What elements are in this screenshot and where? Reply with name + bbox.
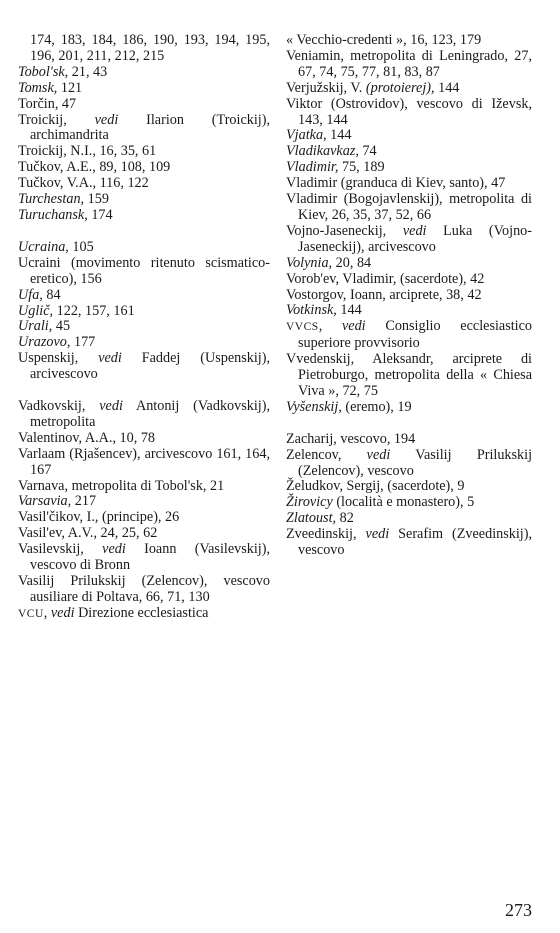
- index-entry: [18, 399, 270, 431]
- section-gap: [286, 416, 532, 432]
- index-entry: [286, 288, 532, 304]
- index-entry-text: Vorob'ev, Vladimir, (sacerdote), 42: [286, 270, 485, 287]
- index-entry-text: 174, 183, 184, 186, 190, 193, 194, 195, 196, 201, 211, 212, 215: [30, 32, 270, 64]
- index-entry-text: Zveedinskij,: [286, 526, 366, 543]
- page-number: 273: [505, 900, 532, 920]
- index-entry: [286, 160, 532, 176]
- index-entry: [286, 479, 532, 495]
- index-entry: [286, 527, 532, 559]
- index-entry-text: 74: [358, 143, 377, 160]
- index-entry-text: Faddej (Uspenskij), arcivescovo: [30, 350, 270, 383]
- index-entry-text: Vasilij Prilukskij (Zelencov), vescovo ausiliare di Poltava, 66, 71, 130: [18, 573, 270, 605]
- index-entry-italic-text: vedi: [365, 526, 390, 543]
- index-entry-text: (località e monastero), 5: [332, 494, 475, 511]
- index-entry: [18, 351, 270, 383]
- index-entry: [18, 510, 270, 526]
- index-entry: [286, 319, 532, 352]
- index-entry: [18, 319, 270, 335]
- index-entry: [18, 176, 270, 192]
- index-entry: [18, 240, 270, 256]
- index-entry-italic-text: vedi: [94, 111, 119, 128]
- index-entry-text: Ucraini (movimento ritenuto scismatico-eretico), 156: [18, 254, 270, 287]
- index-entry: [286, 272, 532, 288]
- index-entry-text: Tučkov, V.A., 116, 122: [18, 175, 149, 192]
- index-entry-text: Viktor (Ostrovidov), vescovo di Iževsk, 143, 144: [286, 95, 532, 128]
- index-entry-text: Varlaam (Rjašencev), arcivescovo 161, 164, 167: [18, 445, 270, 478]
- index-entry-text: Veniamin, metropolita di Leningrado, 27, 67, 74, 75, 77, 81, 83, 87: [286, 47, 532, 80]
- index-entry-text: 144: [336, 302, 362, 319]
- index-entry-italic-text: Urazovo,: [18, 334, 71, 351]
- index-entry: [286, 49, 532, 81]
- index-entry: [286, 432, 532, 448]
- index-entry: [286, 81, 532, 97]
- index-entry-text: Vostorgov, Ioann, arciprete, 38, 42: [286, 286, 482, 303]
- index-entry-italic-text: vedi: [98, 350, 122, 367]
- index-entry-text: Tučkov, A.E., 89, 108, 109: [18, 159, 171, 176]
- index-entry-text: Vasilij Prilukskij (Zelencov), vescovo: [298, 446, 533, 479]
- index-entry-italic-text: Votkinsk,: [286, 302, 337, 319]
- index-entry-text: 144: [434, 79, 460, 96]
- index-column-left: [18, 33, 270, 623]
- index-entry-text: Vvedenskij, Aleksandr, arciprete di Pietroburgo, metropolita della « Chiesa Viva », 72, 75: [286, 351, 532, 399]
- index-entry-text: 105: [68, 238, 94, 255]
- index-entry-italic-text: vedi: [102, 541, 126, 558]
- index-entry: [286, 33, 532, 49]
- index-entry: [18, 447, 270, 479]
- index-entry-text: « Vecchio-credenti », 16, 123, 179: [286, 32, 482, 48]
- index-entry-text: 144: [326, 127, 352, 144]
- index-entry: [286, 303, 532, 319]
- index-entry-text: Antonij (Vadkovskij), metropolita: [30, 398, 270, 430]
- index-entry-text: 45: [52, 318, 71, 335]
- index-entry-text: 21, 43: [68, 63, 108, 80]
- index-entry-text: Zacharij, vescovo, 194: [286, 430, 416, 447]
- index-entry-italic-text: Vladimir,: [286, 159, 339, 176]
- index-entry-text: Ilarion (Troickij), archimandrita: [30, 111, 271, 144]
- index-entry: [18, 256, 270, 288]
- index-entry-text: 84: [42, 286, 61, 303]
- index-entry: [18, 494, 270, 510]
- index-entry-italic-text: vedi: [99, 398, 123, 415]
- index-entry-italic-text: Volynia,: [286, 254, 333, 271]
- index-entry: [18, 526, 270, 542]
- index-entry-text: Vojno-Jaseneckij,: [286, 222, 403, 239]
- index-entry: [286, 495, 532, 511]
- index-entry-italic-text: Zlatoust,: [286, 510, 337, 527]
- index-entry: [18, 479, 270, 495]
- index-entry: [18, 192, 270, 208]
- index-entry-text: 174: [87, 206, 113, 223]
- index-entry-text: ,: [318, 318, 342, 335]
- index-entry: [18, 97, 270, 113]
- index-entry: [286, 97, 532, 129]
- index-entry: [286, 224, 532, 256]
- index-entry-text: Vladimir (Bogojavlenskij), metropolita di Kiev, 26, 35, 37, 52, 66: [286, 191, 532, 223]
- index-entry-text: Zelencov,: [286, 446, 367, 463]
- index-entry-italic-text: vedi: [366, 446, 391, 463]
- index-entry-text: Consiglio ecclesiastico superiore provvisorio: [298, 318, 532, 352]
- index-entry: [286, 192, 532, 224]
- index-entry-text: Ioann (Vasilevskij), vescovo di Bronn: [30, 541, 270, 574]
- index-entry: [18, 81, 270, 97]
- index-entry: [286, 176, 532, 192]
- index-entry-text: Uspenskij,: [18, 350, 99, 367]
- section-gap: [18, 383, 270, 399]
- index-entry-italic-text: Ucraina,: [18, 238, 69, 255]
- index-entry: [286, 448, 532, 480]
- index-entry-text: 82: [336, 510, 354, 527]
- index-column-right: [286, 33, 532, 559]
- index-entry-text: Varnava, metropolita di Tobol'sk, 21: [18, 477, 225, 494]
- index-entry: [18, 574, 270, 606]
- index-entry-italic-text: Varsavia,: [18, 493, 72, 510]
- index-entry-italic-text: Urali,: [18, 318, 53, 335]
- index-entry-text: Vasil'čikov, I., (principe), 26: [18, 509, 180, 526]
- index-entry: [18, 335, 270, 351]
- index-entry-italic-text: Tomsk,: [18, 79, 58, 96]
- index-entry-text: Verjužskij, V.: [286, 79, 366, 96]
- index-entry-italic-text: Vjatka,: [286, 127, 327, 144]
- index-entry-text: 121: [57, 79, 83, 96]
- index-entry-text: Vasil'ev, A.V., 24, 25, 62: [18, 525, 158, 542]
- index-entry-text: Vasilevskij,: [18, 541, 103, 558]
- index-entry-text: 20, 84: [332, 254, 372, 271]
- index-entry-italic-text: Turuchansk,: [18, 206, 88, 223]
- index-entry-text: 177: [70, 334, 96, 351]
- index-entry-italic-text: Vladikavkaz,: [286, 143, 359, 160]
- index-entry: [18, 606, 270, 623]
- index-entry: [18, 160, 270, 176]
- index-entry-italic-text: Ufa,: [18, 286, 43, 303]
- index-entry: [286, 128, 532, 144]
- index-entry-text: (eremo), 19: [341, 398, 412, 415]
- index-entry: [286, 144, 532, 160]
- index-entry: [18, 304, 270, 320]
- index-entry-text: Serafim (Zveedinskij), vescovo: [298, 526, 533, 559]
- index-entry: [286, 400, 532, 416]
- index-entry: [18, 33, 270, 65]
- index-entry: [286, 256, 532, 272]
- index-entry-text: 75, 189: [338, 159, 385, 176]
- index-entry-text: Troickij,: [18, 111, 95, 128]
- index-entry: [18, 144, 270, 160]
- index-entry-text: Torčin, 47: [18, 95, 77, 112]
- index-entry-text: ,: [43, 604, 51, 621]
- section-gap: [18, 224, 270, 240]
- index-entry-italic-text: Turchestan,: [18, 191, 85, 208]
- index-entry: [18, 65, 270, 81]
- index-entry-text: Direzione ecclesiastica: [74, 604, 209, 621]
- index-entry-italic-text: Uglič,: [18, 302, 54, 319]
- index-entry-text: VVCS: [286, 321, 319, 334]
- index-entry-text: 122, 157, 161: [53, 302, 135, 319]
- index-entry-text: Troickij, N.I., 16, 35, 61: [18, 143, 157, 160]
- index-entry: [18, 431, 270, 447]
- index-entry-text: VCU: [18, 607, 44, 620]
- index-entry-italic-text: Žirovicy: [286, 494, 333, 511]
- index-entry-text: Luka (Vojno-Jaseneckij), arcivescovo: [298, 222, 532, 255]
- index-entry: [18, 288, 270, 304]
- index-entry-italic-text: (protoierej),: [365, 79, 435, 96]
- index-entry-italic-text: vedi: [402, 222, 427, 239]
- index-entry: [286, 511, 532, 527]
- index-entry-italic-text: vedi: [341, 318, 366, 335]
- index-entry-italic-text: Vyšenskij,: [286, 398, 342, 415]
- index-entry: [286, 352, 532, 400]
- index-entry-text: 217: [71, 493, 97, 510]
- index-entry: [18, 113, 270, 145]
- index-entry-italic-text: vedi: [50, 604, 75, 621]
- index-entry-text: Valentinov, A.A., 10, 78: [18, 429, 156, 446]
- index-entry-text: 159: [84, 191, 109, 208]
- index-entry: [18, 208, 270, 224]
- index-entry: [18, 542, 270, 574]
- index-entry-text: Vadkovskij,: [18, 398, 100, 415]
- index-entry-italic-text: Tobol'sk,: [18, 63, 69, 80]
- index-entry-text: Želudkov, Sergij, (sacerdote), 9: [286, 478, 465, 495]
- index-entry-text: Vladimir (granduca di Kiev, santo), 47: [286, 175, 506, 192]
